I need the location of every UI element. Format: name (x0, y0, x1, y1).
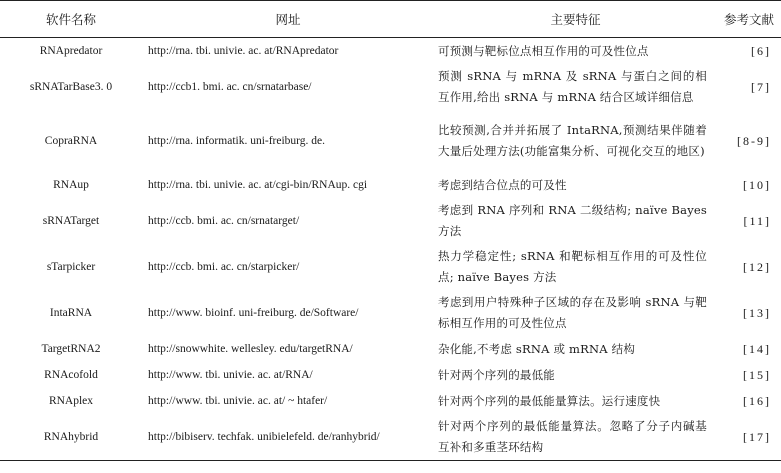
cell-features: 针对两个序列的最低能量算法。运行速度快 (438, 393, 661, 408)
table-row (0, 290, 781, 336)
table-row (0, 198, 781, 244)
cell-features: 杂化能,不考虑 sRNA 或 mRNA 结构 (438, 341, 636, 356)
cell-features: 热力学稳定性; sRNA 和靶标相互作用的可及性位点; naïve Bayes 方法 (438, 249, 707, 284)
cell-url: http://rna. informatik. uni-freiburg. de. (148, 134, 326, 147)
cell-ref: [14] (743, 341, 771, 356)
cell-name: RNAcofold (44, 368, 98, 381)
cell-features: 比较预测,合并并拓展了 IntaRNA,预测结果伴随着大量后处理方法(功能富集分析、可视化交互的地区) (438, 123, 707, 158)
cell-name: TargetRNA2 (41, 342, 101, 355)
cell-name: sTarpicker (46, 260, 96, 273)
cell-url: http://www. bioinf. uni-freiburg. de/Software/ (148, 306, 359, 319)
table-row (0, 64, 781, 110)
cell-features: 考虑到 RNA 序列和 RNA 二级结构; naïve Bayes 方法 (438, 203, 707, 238)
cell-features: 可预测与靶标位点相互作用的可及性位点 (438, 43, 649, 58)
table-row (0, 414, 781, 461)
cell-url: http://rna. tbi. univie. ac. at/cgi-bin/RNAup. cgi (148, 178, 368, 191)
table-row (0, 172, 781, 198)
table-header-row (0, 1, 781, 38)
cell-name: RNApredator (39, 44, 103, 57)
cell-ref: [11] (743, 213, 771, 228)
cell-url: http://ccb. bmi. ac. cn/srnatarget/ (148, 214, 300, 227)
cell-features: 考虑到用户特殊种子区域的存在及影响 sRNA 与靶标相互作用的可及性位点 (438, 295, 707, 330)
cell-name: IntaRNA (49, 306, 93, 319)
header-name: 软件名称 (0, 1, 142, 38)
cell-url: http://www. tbi. univie. ac. at/ ~ htafer/ (148, 394, 328, 407)
header-url: 网址 (142, 1, 434, 38)
cell-ref: [16] (743, 393, 771, 408)
cell-ref: [6] (751, 43, 771, 58)
cell-url: http://snowwhite. wellesley. edu/targetRNA/ (148, 342, 353, 355)
cell-features: 考虑到结合位点的可及性 (438, 177, 567, 192)
cell-ref: [17] (717, 414, 781, 461)
cell-features: 针对两个序列的最低能 (438, 367, 555, 382)
cell-ref: [12] (743, 259, 771, 274)
cell-name: RNAup (53, 178, 89, 191)
cell-features: 针对两个序列的最低能量算法。忽略了分子内碱基互补和多重茎环结构 (434, 414, 717, 461)
cell-url: http://bibiserv. techfak. unibielefeld. de/ranhybrid/ (142, 414, 434, 461)
cell-name: sRNATarBase3. 0 (29, 80, 113, 93)
cell-ref: [8-9] (737, 133, 771, 148)
cell-features: 预测 sRNA 与 mRNA 及 sRNA 与蛋白之间的相互作用,给出 sRNA 与 mRNA 结合区域详细信息 (438, 69, 707, 104)
table-row (0, 336, 781, 362)
table-row (0, 244, 781, 290)
cell-ref: [13] (743, 305, 771, 320)
table-row (0, 110, 781, 172)
cell-name: CopraRNA (44, 134, 98, 147)
cell-ref: [15] (743, 367, 771, 382)
cell-url: http://ccb1. bmi. ac. cn/srnatarbase/ (148, 80, 312, 93)
cell-ref: [7] (751, 79, 771, 94)
cell-name: sRNATarget (42, 214, 100, 227)
header-ref: 参考文献 (717, 1, 781, 38)
cell-url: http://www. tbi. univie. ac. at/RNA/ (148, 368, 313, 381)
cell-url: http://ccb. bmi. ac. cn/starpicker/ (148, 260, 300, 273)
cell-url: http://rna. tbi. univie. ac. at/RNApredator (148, 44, 339, 57)
table-row (0, 362, 781, 388)
table-row (0, 38, 781, 65)
table-row (0, 388, 781, 414)
header-features: 主要特征 (434, 1, 717, 38)
cell-name: RNAplex (48, 394, 94, 407)
cell-name: RNAhybrid (0, 414, 142, 461)
cell-ref: [10] (743, 177, 771, 192)
